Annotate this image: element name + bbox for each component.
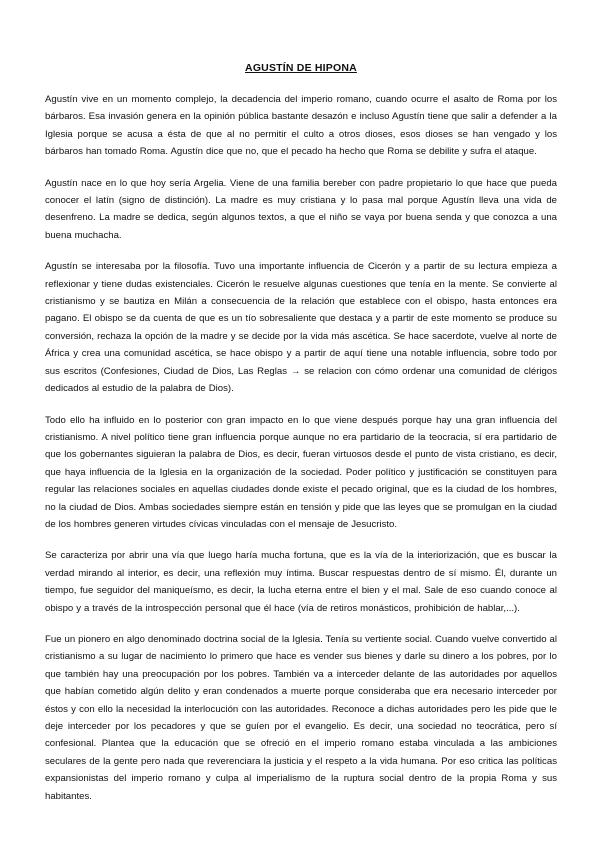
paragraph-origins: Agustín nace en lo que hoy sería Argelia. Viene de una familia bereber con padre propietario lo que hace que pueda conocer el latín (signo de distinción). La madre es muy cristiana y lo pasa mal porque Agustín lleva una vida de desenfreno. La madre se dedica, según algunos textos, a que el niño se vaya por buena senda y que conozca a una buena muchacha. xyxy=(45,177,557,241)
paragraph-historical-context: Agustín vive en un momento complejo, la decadencia del imperio romano, cuando ocurre el asalto de Roma por los bárbaros. Esa invasión genera en la opinión pública bastante desazón e incluso Agustín tiene que salir a defender a la Iglesia porque se acusa a ésta de que al no permitir el culto a otros dioses, esos dioses se han vengado y los bárbaros han tomado Roma. Agustín dice que no, que el pecado ha hecho que Roma se debilite y sufra el ataque. xyxy=(45,94,557,158)
document-title: AGUSTÍN DE HIPONA xyxy=(245,62,357,74)
paragraph-philosophy-conversion: Agustín se interesaba por la filosofía. Tuvo una importante influencia de Cicerón y a partir de su lectura empieza a reflexionar y tiene dudas existenciales. Cicerón le resuelve algunas cuestiones que tenía en la mente. Se convierte al cristianismo y se bautiza en Milán a consecuencia de la relación que establece con el obispo, hasta entonces era pagano. El obispo se da cuenta de que es un tío sobresaliente que destaca y a partir de este momento se produce su conversión, rechaza la opción de la madre y se decide por la vida más ascética. Se hace sacerdote, vuelve al norte de África y crea una comunidad ascética, se hace obispo y a partir de aquí tiene una notable influencia, sobre todo por sus escritos (Confesiones, Ciudad de Dios, Las Reglas → se relacion con cómo ordenar una comunidad de clérigos dedicados al estudio de la palabra de Dios). xyxy=(45,261,557,395)
paragraph-political-influence: Todo ello ha influido en lo posterior con gran impacto en lo que viene después porque hay una gran influencia del cristianismo. A nivel político tiene gran influencia porque aunque no era partidario de la teocracia, sí era partidario de que los gobernantes siguieran la palabra de Dios, es decir, fueran virtuosos desde el punto de vista cristiano, es decir, que haya influencia de la Iglesia en la organización de la sociedad. Poder político y justificación se constituyen para regular las relaciones sociales en aquellas ciudades donde existe el pecado original, que es la ciudad de los hombres, no la ciudad de Dios. Ambas sociedades siempre están en tensión y pide que las leyes que se promulgan en la ciudad de los hombres generen virtudes cívicas vinculadas con el mensaje de Jesucristo. xyxy=(45,414,557,530)
document-page xyxy=(45,62,557,819)
paragraph-social-doctrine: Fue un pionero en algo denominado doctrina social de la Iglesia. Tenía su vertiente social. Cuando vuelve convertido al cristianismo a su lugar de nacimiento lo primero que hace es vender sus bienes y darle su dinero a los pobres, por lo que también hay una preocupación por los pobres. También va a interceder delante de las autoridades por aquellos que habían cometido algún delito y eran condenados a muerte porque consideraba que era necesario interceder por éstos y con ello la necesidad la interlocución con las autoridades. Reconoce a dichas autoridades pero les pide que le deje interceder por los pecadores y que se guíen por el evangelio. Es decir, una sociedad no teocrática, pero sí confesional. Plantea que la educación que se ofreció en el imperio romano estaba vinculada a las ambiciones seculares de la gente pero nada que reverenciara la justicia y el respeto a la vida humana. Por eso critica las políticas expansionistas del imperio romano y culpa al imperialismo de la ruptura social dentro de la propia Roma y sus habitantes. xyxy=(45,633,557,802)
paragraph-interiorization: Se caracteriza por abrir una vía que luego haría mucha fortuna, que es la vía de la interiorización, que es buscar la verdad mirando al interior, es decir, una reflexión muy íntima. Buscar respuestas dentro de sí mismo. Él, durante un tiempo, fue seguidor del maniqueísmo, es decir, la lucha eterna entre el bien y el mal. Sale de eso cuando conoce al obispo y a través de la introspección personal que él hace (vía de retiros monásticos, prohibición de hablar,...). xyxy=(45,550,557,614)
